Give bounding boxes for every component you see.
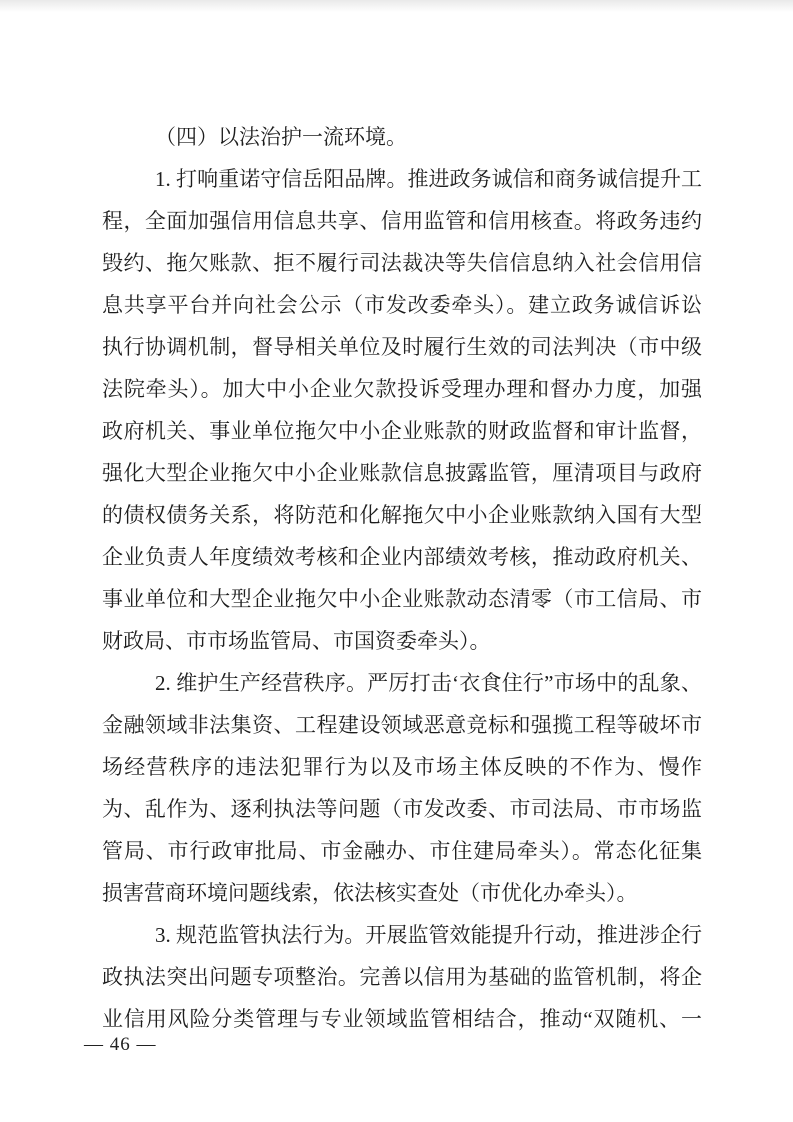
text-line: 事业单位和大型企业拖欠中小企业账款动态清零（市工信局、市 [102, 587, 702, 611]
text-line: 息共享平台并向社会公示（市发改委牵头）。建立政务诚信诉讼 [102, 293, 702, 317]
text-line: 1. 打响重诺守信岳阳品牌。推进政务诚信和商务诚信提升工 [155, 167, 702, 191]
text-line: 政府机关、事业单位拖欠中小企业账款的财政监督和审计监督， [102, 419, 702, 443]
document-body [102, 116, 702, 1040]
text-line: 场经营秩序的违法犯罪行为以及市场主体反映的不作为、慢作 [102, 755, 702, 779]
text-line: 财政局、市市场监管局、市国资委牵头）。 [102, 629, 491, 653]
page-number: — 46 — [84, 1034, 157, 1055]
section-heading: （四）以法治护一流环境。 [155, 125, 407, 149]
text-line: 为、乱作为、逐利执法等问题（市发改委、市司法局、市市场监 [102, 797, 702, 821]
text-line: 强化大型企业拖欠中小企业账款信息披露监管，厘清项目与政府 [102, 461, 702, 485]
text-line: 3. 规范监管执法行为。开展监管效能提升行动，推进涉企行 [155, 923, 702, 947]
text-line: 程，全面加强信用信息共享、信用监管和信用核查。将政务违约 [102, 209, 702, 233]
text-line: 毁约、拖欠账款、拒不履行司法裁决等失信信息纳入社会信用信 [102, 251, 702, 275]
text-line: 管局、市行政审批局、市金融办、市住建局牵头）。常态化征集 [102, 839, 702, 863]
text-line: 政执法突出问题专项整治。完善以信用为基础的监管机制，将企 [102, 965, 702, 989]
text-line: 业信用风险分类管理与专业领域监管相结合，推动“双随机、一 [102, 1007, 702, 1031]
text-line: 金融领域非法集资、工程建设领域恶意竞标和强揽工程等破坏市 [102, 713, 702, 737]
text-line: 执行协调机制，督导相关单位及时履行生效的司法判决（市中级 [102, 335, 702, 359]
text-line: 企业负责人年度绩效考核和企业内部绩效考核，推动政府机关、 [102, 545, 702, 569]
text-line: 的债权债务关系，将防范和化解拖欠中小企业账款纳入国有大型 [102, 503, 702, 527]
text-line: 损害营商环境问题线索，依法核实查处（市优化办牵头）。 [102, 881, 638, 905]
text-line: 法院牵头）。加大中小企业欠款投诉受理办理和督办力度，加强 [102, 377, 702, 401]
text-line: 2. 维护生产经营秩序。严厉打击‘衣食住行”市场中的乱象、 [155, 671, 702, 695]
scan-artifact-top [0, 0, 793, 12]
